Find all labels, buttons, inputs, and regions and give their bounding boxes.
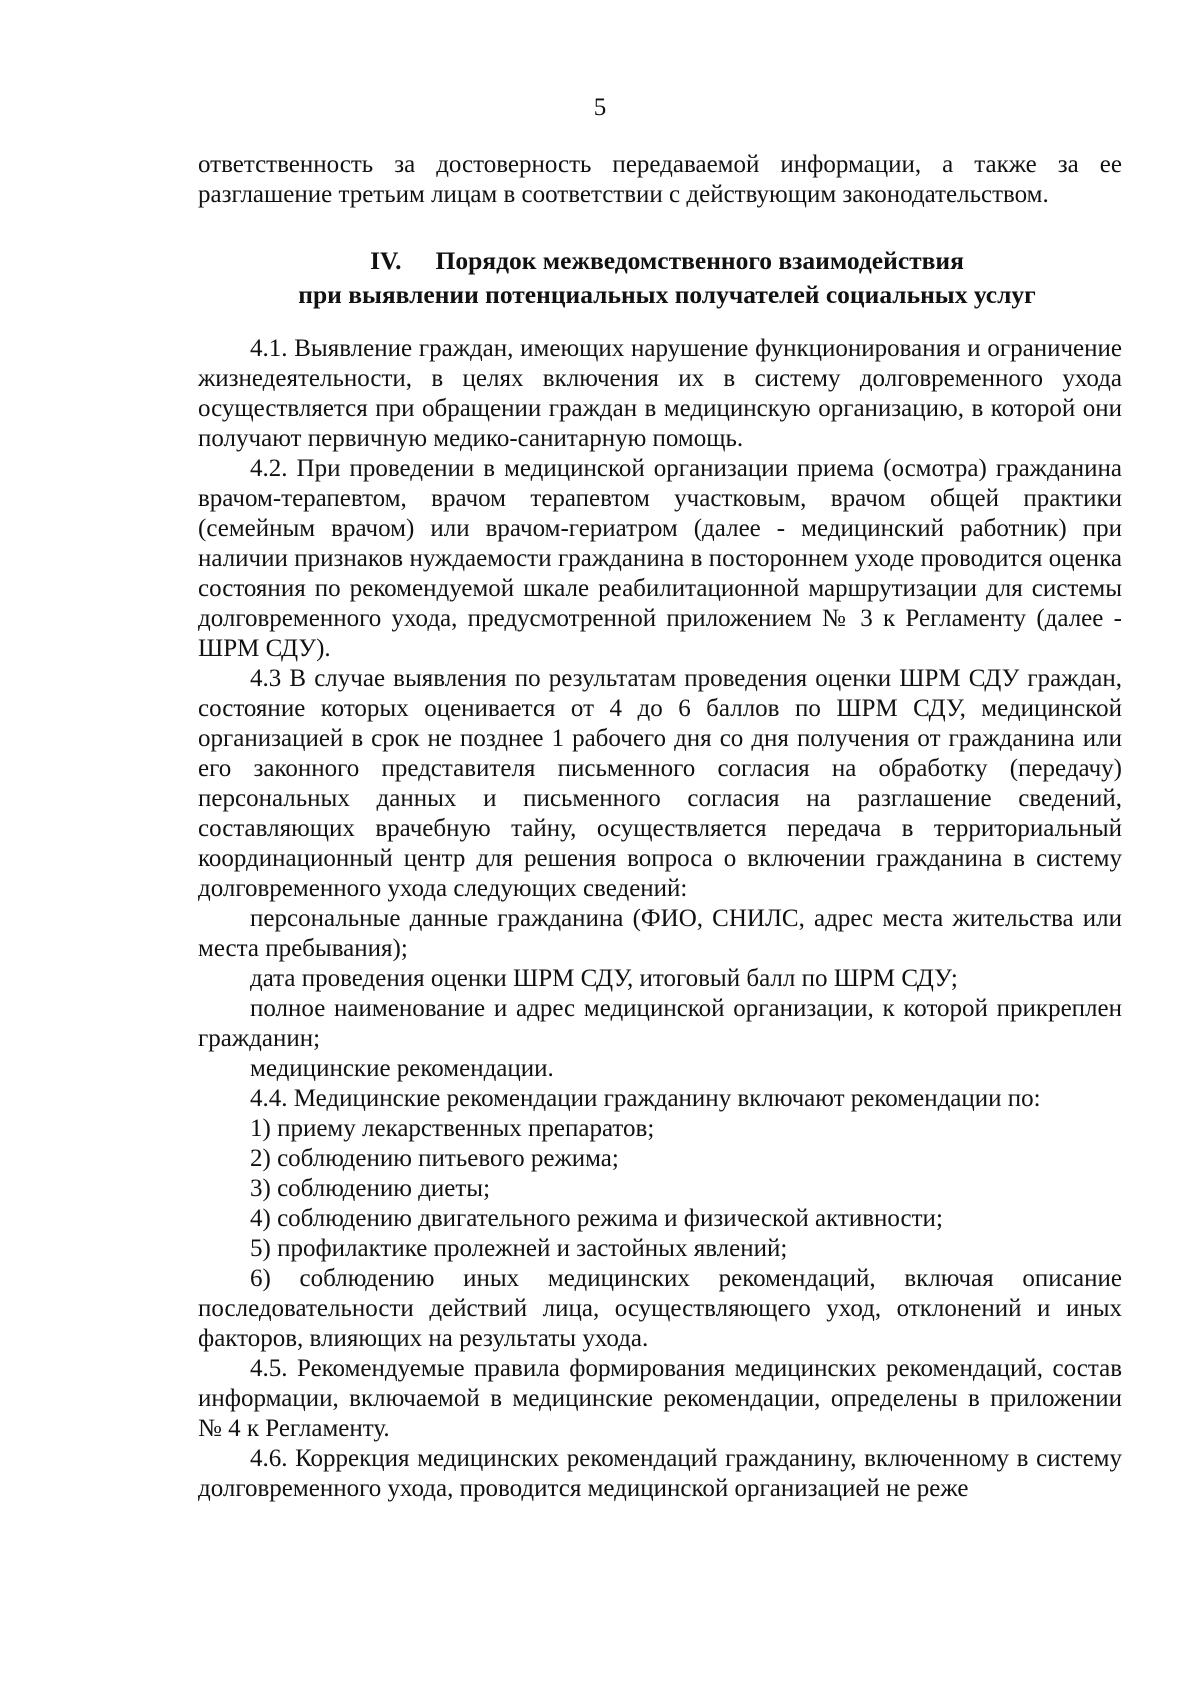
paragraph-4-4-item-6: 6) соблюдению иных медицинских рекомендаций, включая описание последовательности действий лица, осуществляющего уход, отклонений и иных факторов, влияющих на результаты ухода. bbox=[198, 1265, 1122, 1352]
paragraph-4-4-item-2: 2) соблюдению питьевого режима; bbox=[250, 1145, 619, 1172]
paragraph-4-4-item-5: 5) профилактике пролежней и застойных явлений; bbox=[250, 1235, 788, 1262]
paragraph-4-3-item-2: дата проведения оценки ШРМ СДУ, итоговый балл по ШРМ СДУ; bbox=[250, 965, 958, 992]
paragraph-4-5: 4.5. Рекомендуемые правила формирования медицинских рекомендаций, состав информации, включаемой в медицинские рекомендации, определены в приложении № 4 к Регламенту. bbox=[198, 1355, 1122, 1442]
section-heading-line-1 bbox=[212, 244, 1122, 278]
intro-paragraph: ответственность за достоверность передаваемой информации, а также за ее разглашение третьим лицам в соответствии с действующим законодательством. bbox=[198, 151, 1122, 208]
paragraph-4-4-item-3: 3) соблюдению диеты; bbox=[250, 1175, 491, 1202]
paragraph-4-3-item-1: персональные данные гражданина (ФИО, СНИЛС, адрес места жительства или места пребывания); bbox=[198, 905, 1122, 962]
section-numeral: IV. bbox=[370, 246, 402, 275]
paragraph-4-4-item-4: 4) соблюдению двигательного режима и физической активности; bbox=[250, 1205, 943, 1232]
document-body bbox=[198, 150, 1122, 1504]
section-heading bbox=[198, 244, 1122, 312]
paragraph-4-4: 4.4. Медицинские рекомендации гражданину включают рекомендации по: bbox=[250, 1085, 1041, 1112]
paragraph-4-6: 4.6. Коррекция медицинских рекомендаций гражданину, включенному в систему долговременного ухода, проводится медицинской организацией не реже bbox=[198, 1445, 1122, 1502]
page-number: 5 bbox=[593, 94, 607, 121]
paragraph-4-4-item-1: 1) приему лекарственных препаратов; bbox=[250, 1115, 655, 1142]
section-title-line-2: при выявлении потенциальных получателей социальных услуг bbox=[298, 280, 1036, 309]
paragraph-4-2: 4.2. При проведении в медицинской организации приема (осмотра) гражданина врачом-терапевтом, врачом терапевтом участковым, врачом общей практики (семейным врачом) или врачом-гериатром (далее - медицинский работник) при наличии признаков нуждаемости гражданина в постороннем уходе проводится оценка состояния по рекомендуемой шкале реабилитационной маршрутизации для системы долговременного ухода, предусмотренной приложением № 3 к Регламенту (далее - ШРМ СДУ). bbox=[198, 455, 1122, 662]
paragraph-4-3: 4.3 В случае выявления по результатам проведения оценки ШРМ СДУ граждан, состояние которых оценивается от 4 до 6 баллов по ШРМ СДУ, медицинской организацией в срок не позднее 1 рабочего дня со дня получения от гражданина или его законного представителя письменного согласия на обработку (передачу) персональных данных и письменного согласия на разглашение сведений, составляющих врачебную тайну, осуществляется передача в территориальный координационный центр для решения вопроса о включении гражданина в систему долговременного ухода следующих сведений: bbox=[198, 665, 1122, 902]
paragraph-4-3-item-3: полное наименование и адрес медицинской организации, к которой прикреплен гражданин; bbox=[198, 995, 1122, 1052]
section-title-line-1: Порядок межведомственного взаимодействия bbox=[435, 246, 964, 275]
paragraph-4-3-item-4: медицинские рекомендации. bbox=[250, 1055, 554, 1082]
paragraph-4-1: 4.1. Выявление граждан, имеющих нарушение функционирования и ограничение жизнедеятельности, в целях включения их в систему долговременного ухода осуществляется при обращении граждан в медицинскую организацию, в которой они получают первичную медико-санитарную помощь. bbox=[198, 335, 1122, 452]
